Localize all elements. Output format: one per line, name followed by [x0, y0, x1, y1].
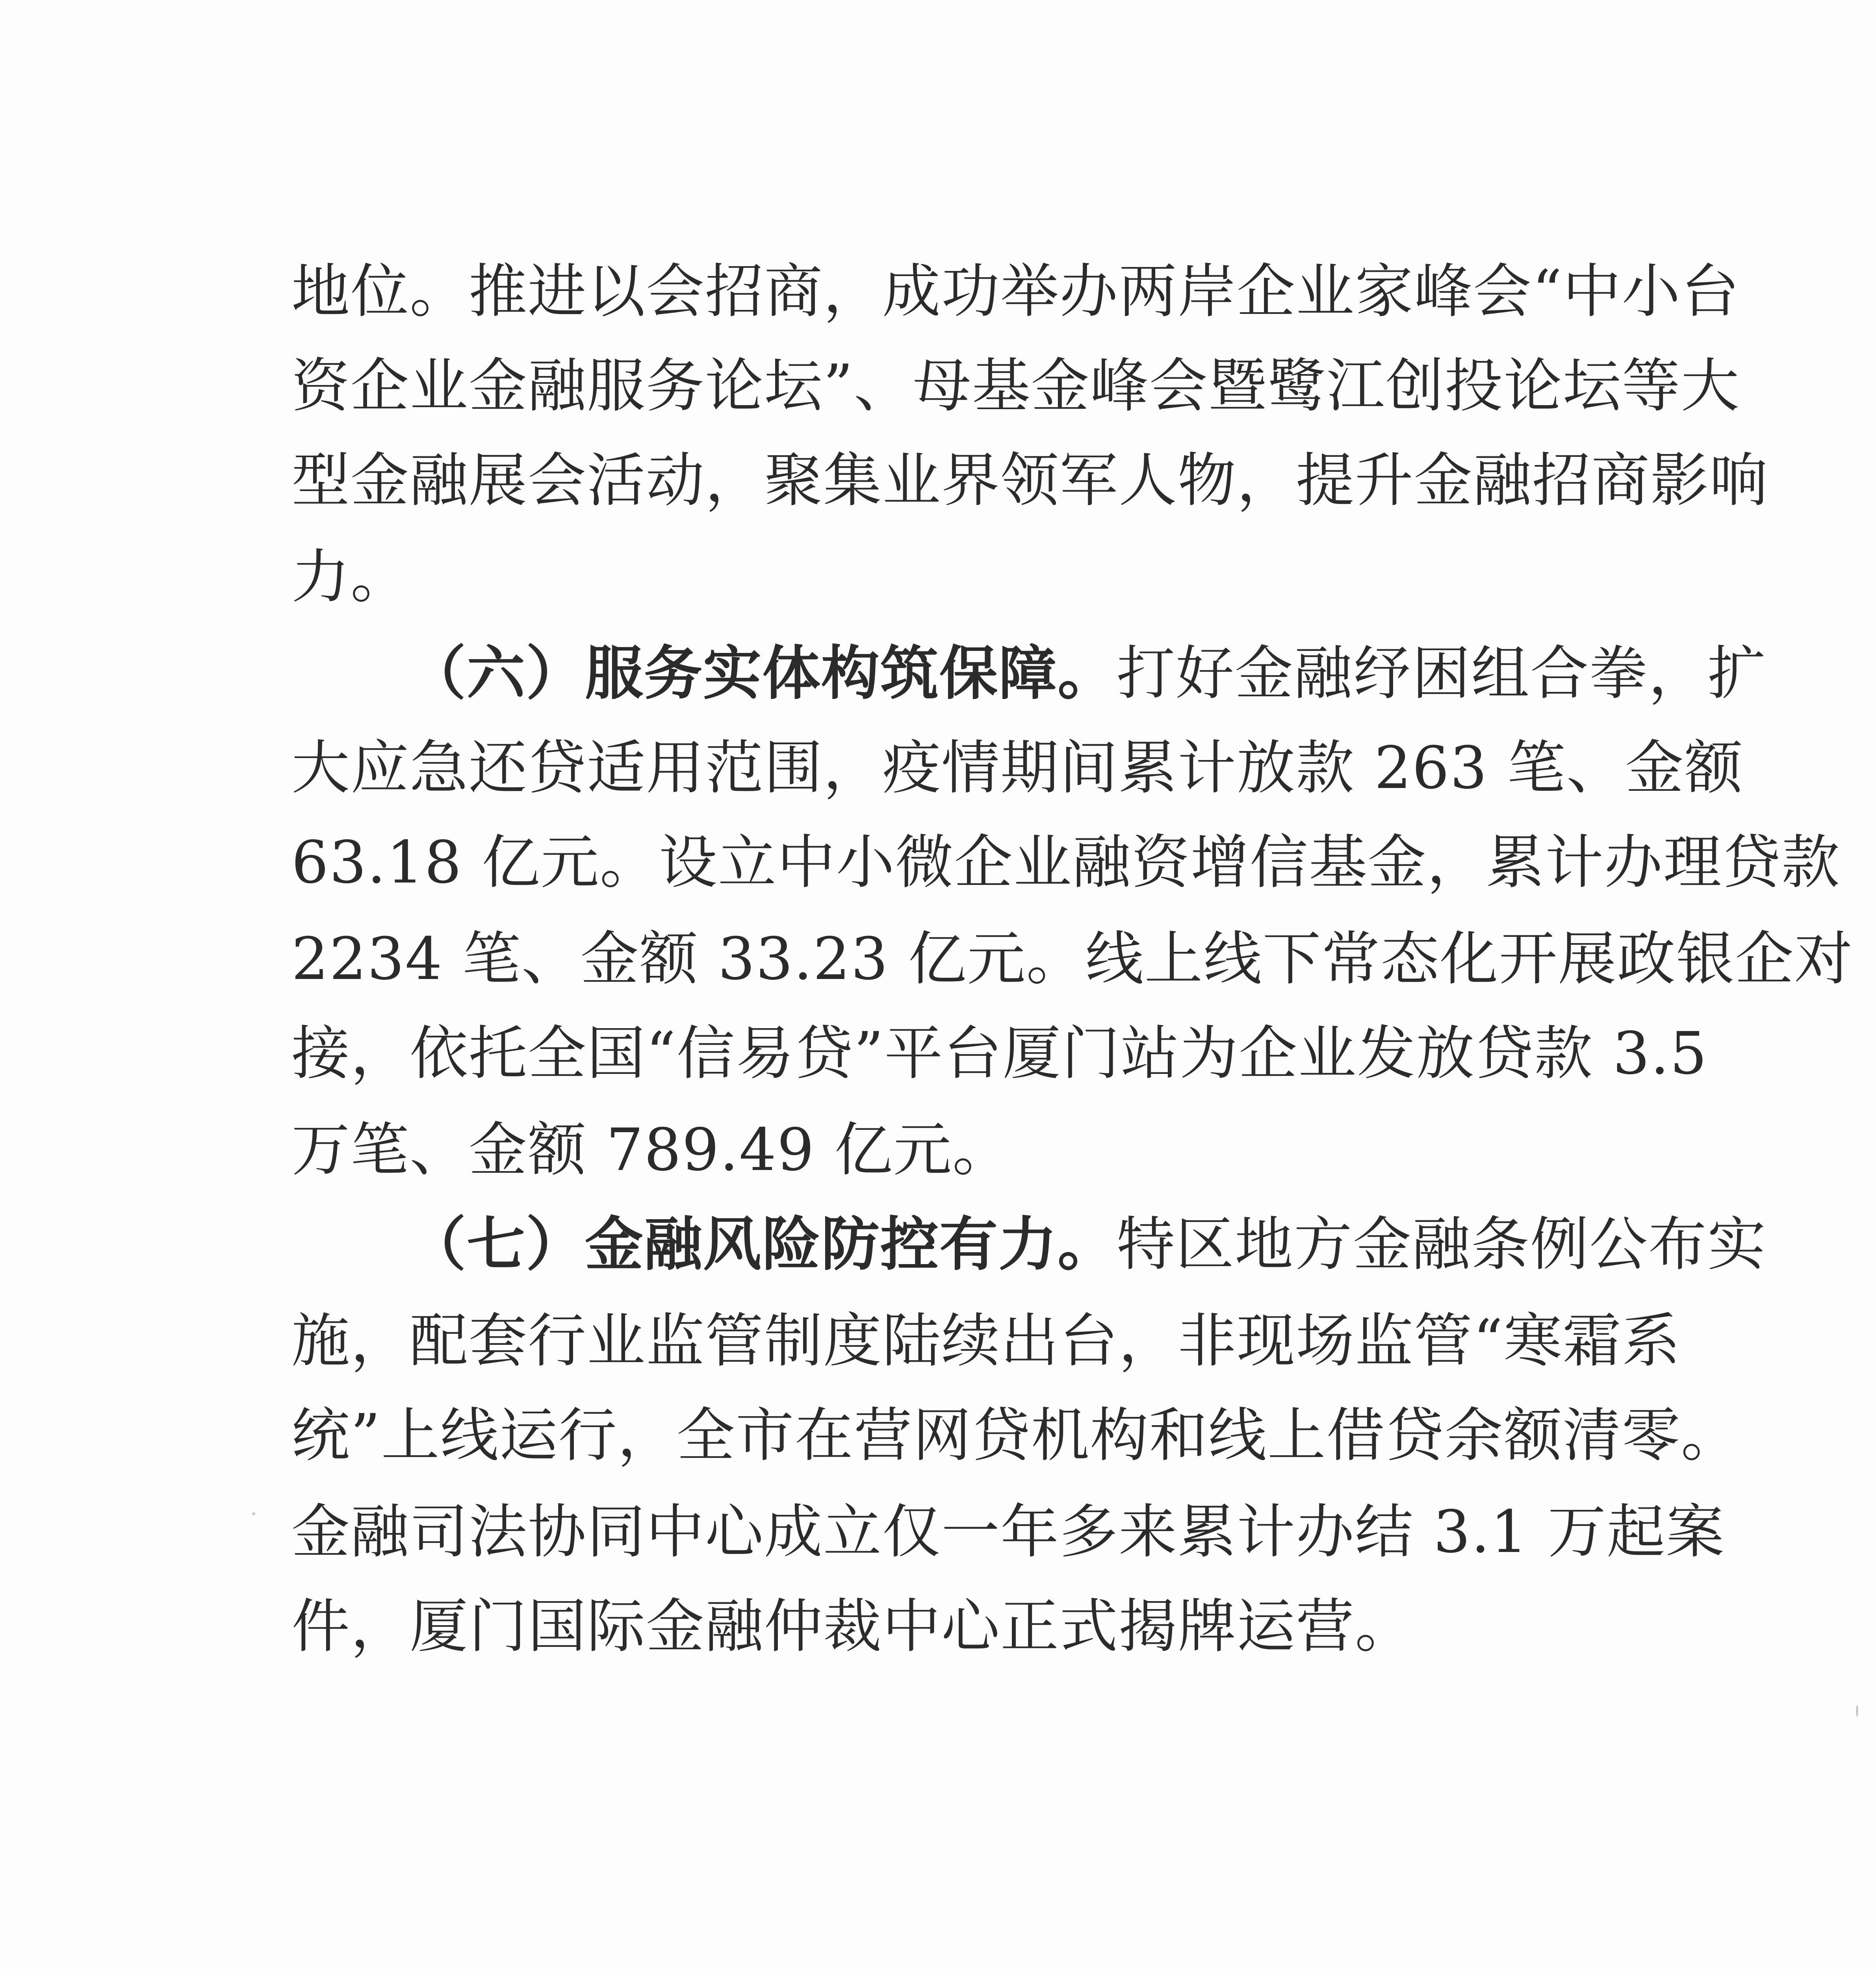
section-6-lead-text: 打好金融纾困组合拳，扩: [1117, 640, 1767, 707]
body-line: 接，依托全国“信易贷”平台厦门站为企业发放贷款 3.5: [291, 1020, 1708, 1087]
body-line: 2234 笔、金额 33.23 亿元。线上线下常态化开展政银企对: [291, 925, 1854, 993]
section-6-first-line: [408, 634, 1767, 713]
body-line: 63.18 亿元。设立中小微企业融资增信基金，累计办理贷款: [291, 829, 1841, 896]
body-line: 大应急还贷适用范围，疫情期间累计放款 263 笔、金额: [291, 734, 1744, 802]
section-7-first-line: [408, 1205, 1767, 1284]
scan-speck: [1856, 1705, 1858, 1717]
scan-speck: [252, 1512, 255, 1515]
body-line: 万笔、金额 789.49 亿元。: [291, 1116, 1011, 1184]
body-line: 力。: [291, 543, 410, 611]
section-6-heading: （六）服务实体构筑保障。: [408, 640, 1117, 707]
body-line: 件，厦门国际金融仲裁中心正式揭牌运营。: [291, 1593, 1414, 1660]
body-line: 资企业金融服务论坛”、母基金峰会暨鹭江创投论坛等大: [291, 352, 1740, 420]
body-line: 统”上线运行，全市在营网贷机构和线上借贷余额清零。: [291, 1402, 1740, 1469]
section-7-lead-text: 特区地方金融条例公布实: [1117, 1211, 1767, 1278]
body-line: 施，配套行业监管制度陆续出台，非现场监管“寒霜系: [291, 1307, 1681, 1375]
section-7-heading: （七）金融风险防控有力。: [408, 1211, 1117, 1278]
body-line: 金融司法协同中心成立仅一年多来累计办结 3.1 万起案: [291, 1498, 1725, 1566]
body-line: 地位。推进以会招商，成功举办两岸企业家峰会“中小台: [291, 258, 1740, 325]
body-line: 型金融展会活动，聚集业界领军人物，提升金融招商影响: [291, 447, 1768, 514]
